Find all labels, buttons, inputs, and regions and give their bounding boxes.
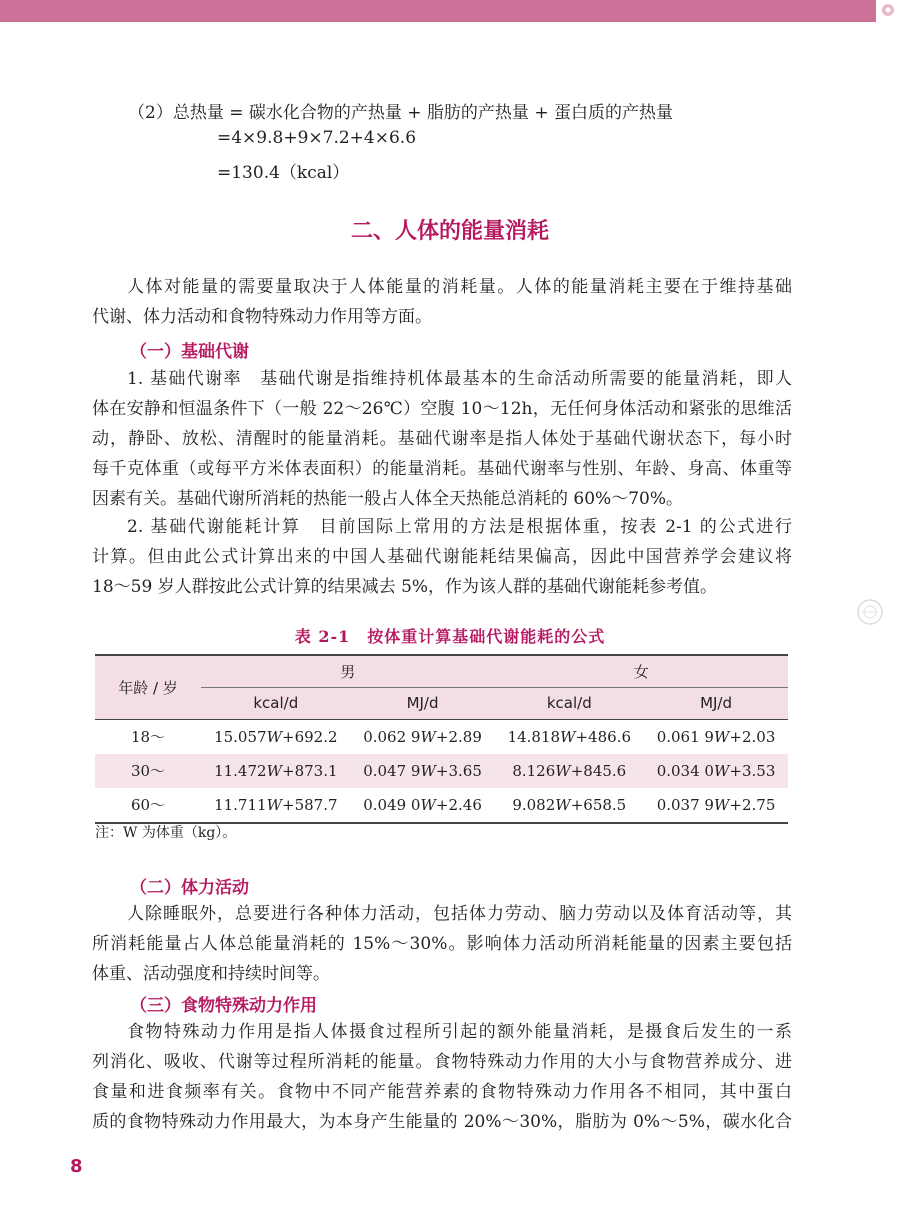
corner-ornament-icon bbox=[876, 0, 900, 22]
text-line: 代谢、体力活动和食物特殊动力作用等方面。 bbox=[92, 307, 432, 327]
text-line: 人除睡眠外，总要进行各种体力活动，包括体力劳动、脑力劳动以及体育活动等，其 bbox=[127, 904, 792, 924]
header-age: 年龄 / 岁 bbox=[95, 655, 201, 719]
header-male bbox=[201, 655, 494, 687]
physical-activity-paragraph bbox=[92, 899, 792, 989]
cell-age: 60～ bbox=[95, 788, 201, 823]
text-line: 所消耗能量占人体总能量消耗的 15%～30%。影响体力活动所消耗能量的因素主要包括 bbox=[92, 934, 792, 954]
intro-paragraph bbox=[92, 272, 792, 332]
cell-formula: 0.047 9W+3.65 bbox=[351, 754, 495, 788]
bmr-formula-table bbox=[95, 654, 788, 824]
header-female-kcal: kcal/d bbox=[494, 687, 644, 719]
cell-formula: 11.711W+587.7 bbox=[201, 788, 351, 823]
cell-formula: 0.037 9W+2.75 bbox=[644, 788, 788, 823]
header-male-label: 男 bbox=[340, 662, 356, 681]
calc-line-2: =4×9.8+9×7.2+4×6.6 bbox=[217, 128, 417, 148]
calc-line-1: （2）总热量 = 碳水化合物的产热量 + 脂肪的产热量 + 蛋白质的产热量 bbox=[128, 103, 673, 123]
cell-formula: 11.472W+873.1 bbox=[201, 754, 351, 788]
subheading-food-thermic-effect: （三）食物特殊动力作用 bbox=[130, 996, 317, 1016]
text-line: 1. 基础代谢率 基础代谢是指维持机体最基本的生命活动所需要的能量消耗，即人 bbox=[127, 369, 792, 389]
cell-age: 30～ bbox=[95, 754, 201, 788]
table-row bbox=[95, 754, 788, 788]
page-number: 8 bbox=[70, 1156, 83, 1177]
header-female-mj: MJ/d bbox=[644, 687, 788, 719]
table-note: 注：W 为体重（kg）。 bbox=[95, 825, 237, 841]
text-line: 质的食物特殊动力作用最大，为本身产生能量的 20%～30%，脂肪为 0%～5%，碳水化合 bbox=[92, 1112, 792, 1132]
header-male-kcal: kcal/d bbox=[201, 687, 351, 719]
text-line: 因素有关。基础代谢所消耗的热能一般占人体全天热能总消耗的 60%～70%。 bbox=[92, 489, 683, 509]
text-line: 每千克体重（或每平方米体表面积）的能量消耗。基础代谢率与性别、年龄、身高、体重等 bbox=[92, 459, 792, 479]
text-line: 体在安静和恒温条件下（一般 22～26℃）空腹 10～12h，无任何身体活动和紧张的思维活 bbox=[92, 399, 792, 419]
cell-formula: 9.082W+658.5 bbox=[494, 788, 644, 823]
text-line: 2. 基础代谢能耗计算 目前国际上常用的方法是根据体重，按表 2-1 的公式进行 bbox=[127, 517, 792, 537]
cell-formula: 0.049 0W+2.46 bbox=[351, 788, 495, 823]
header-female-label: 女 bbox=[633, 662, 649, 681]
subheading-physical-activity: （二）体力活动 bbox=[130, 878, 249, 898]
header-male-mj: MJ/d bbox=[351, 687, 495, 719]
text-line: 食量和进食频率有关。食物中不同产能营养素的食物特殊动力作用各不相同，其中蛋白 bbox=[92, 1082, 792, 1102]
cell-formula: 0.034 0W+3.53 bbox=[644, 754, 788, 788]
food-thermic-paragraph bbox=[92, 1017, 792, 1137]
text-line: 计算。但由此公式计算出来的中国人基础代谢能耗结果偏高，因此中国营养学会建议将 bbox=[92, 547, 792, 567]
table-row bbox=[95, 719, 788, 754]
bmr-calc-paragraph bbox=[92, 512, 792, 602]
subheading-basal-metabolism: （一）基础代谢 bbox=[130, 342, 249, 362]
text-line: 食物特殊动力作用是指人体摄食过程所引起的额外能量消耗，是摄食后发生的一系 bbox=[127, 1022, 792, 1042]
text-line: 动，静卧、放松、清醒时的能量消耗。基础代谢率是指人体处于基础代谢状态下，每小时 bbox=[92, 429, 792, 449]
section-title: 二、人体的能量消耗 bbox=[350, 219, 549, 244]
bmr-paragraph bbox=[92, 364, 792, 514]
cell-formula: 8.126W+845.6 bbox=[494, 754, 644, 788]
top-color-bar bbox=[0, 0, 900, 22]
cell-formula: 0.061 9W+2.03 bbox=[656, 727, 776, 746]
table-row bbox=[95, 788, 788, 823]
text-line: 人体对能量的需要量取决于人体能量的消耗量。人体的能量消耗主要在于维持基础 bbox=[127, 277, 792, 297]
cell-formula: 14.818W+486.6 bbox=[507, 727, 631, 746]
table-caption: 表 2-1 按体重计算基础代谢能耗的公式 bbox=[294, 627, 606, 646]
text-line: 18～59 岁人群按此公式计算的结果减去 5%，作为该人群的基础代谢能耗参考值。 bbox=[92, 577, 718, 597]
header-female bbox=[494, 655, 788, 687]
cell-formula: 0.062 9W+2.89 bbox=[363, 727, 482, 746]
text-line: 列消化、吸收、代谢等过程所消耗的能量。食物特殊动力作用的大小与食物营养成分、进 bbox=[92, 1052, 792, 1072]
cell-formula: 15.057W+692.2 bbox=[214, 727, 338, 746]
calc-line-3: =130.4（kcal） bbox=[217, 163, 350, 183]
cell-age: 18～ bbox=[130, 728, 166, 746]
side-ornament-icon bbox=[856, 598, 884, 626]
text-line: 体重、活动强度和持续时间等。 bbox=[92, 964, 330, 984]
